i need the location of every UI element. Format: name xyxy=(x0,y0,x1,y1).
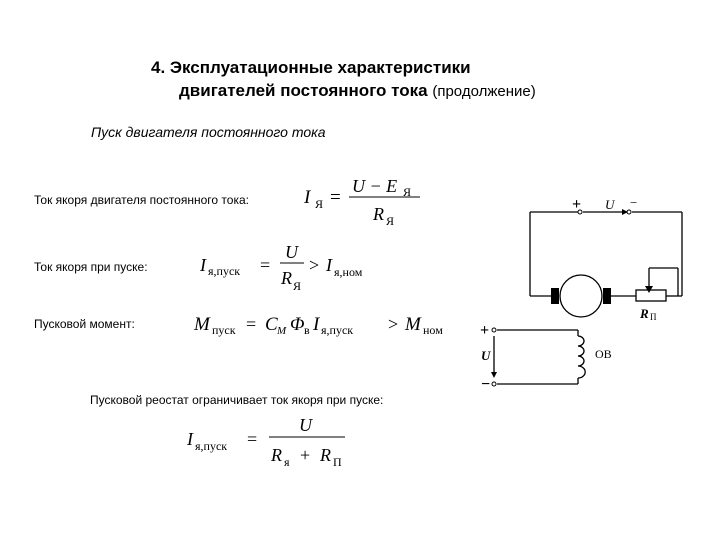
svg-text:U − E: U − E xyxy=(352,176,398,196)
svg-text:U: U xyxy=(299,415,312,435)
svg-text:ном: ном xyxy=(423,323,443,337)
field-minus: − xyxy=(481,376,491,393)
field-u: U xyxy=(481,348,491,363)
svg-text:>: > xyxy=(388,314,399,334)
motor-armature xyxy=(551,275,611,317)
svg-text:=: = xyxy=(260,255,271,275)
svg-text:Я: Я xyxy=(293,279,302,293)
svg-text:я: я xyxy=(284,455,290,469)
svg-text:Я: Я xyxy=(315,197,324,211)
svg-text:=: = xyxy=(246,314,257,334)
rheostat-label-sub: П xyxy=(650,312,657,322)
supply-u: U xyxy=(605,197,615,212)
starting-rheostat xyxy=(636,286,666,301)
label-starting-current: Ток якоря при пуске: xyxy=(34,260,148,274)
section-subtitle: Пуск двигателя постоянного тока xyxy=(91,124,326,140)
svg-text:C: C xyxy=(265,314,278,335)
svg-text:U: U xyxy=(285,242,298,262)
rheostat-label: R xyxy=(640,306,649,321)
title-main: двигателей постоянного тока xyxy=(179,81,428,100)
svg-text:пуск: пуск xyxy=(212,323,236,337)
svg-text:M: M xyxy=(277,325,287,337)
label-starting-torque: Пусковой момент: xyxy=(34,317,135,331)
svg-text:R: R xyxy=(373,204,384,224)
supply-plus: + xyxy=(572,196,582,213)
svg-text:я,пуск: я,пуск xyxy=(208,264,241,278)
field-plus: + xyxy=(480,322,490,339)
svg-text:Φ: Φ xyxy=(290,314,305,335)
svg-text:я,пуск: я,пуск xyxy=(195,439,228,453)
label-armature-current: Ток якоря двигателя постоянного тока: xyxy=(34,193,249,207)
supply-minus: − xyxy=(630,195,638,210)
svg-text:я,пуск: я,пуск xyxy=(321,323,354,337)
svg-text:I: I xyxy=(313,314,320,335)
svg-text:I: I xyxy=(326,255,332,275)
svg-text:M: M xyxy=(405,314,421,335)
svg-text:=: = xyxy=(330,187,341,208)
svg-text:I: I xyxy=(304,187,311,208)
field-winding-label: ОВ xyxy=(595,347,612,361)
field-winding xyxy=(578,336,585,378)
svg-text:M: M xyxy=(194,314,210,335)
svg-text:I: I xyxy=(187,429,193,449)
svg-text:R: R xyxy=(320,445,331,465)
label-rheostat-note: Пусковой реостат ограничивает ток якоря при пуске: xyxy=(90,393,384,407)
svg-text:>: > xyxy=(309,255,320,275)
svg-text:Я: Я xyxy=(403,185,412,199)
svg-text:R: R xyxy=(271,445,282,465)
svg-text:П: П xyxy=(333,455,342,469)
svg-text:I: I xyxy=(200,255,206,275)
svg-text:Я: Я xyxy=(386,214,395,228)
svg-text:=: = xyxy=(247,429,258,449)
svg-text:в: в xyxy=(304,323,310,337)
svg-text:+: + xyxy=(300,445,311,465)
svg-text:я,ном: я,ном xyxy=(334,265,363,279)
title-note: (продолжение) xyxy=(432,83,536,100)
svg-text:R: R xyxy=(281,268,292,288)
slide-title-line1: 4. Эксплуатационные характеристики xyxy=(151,58,471,77)
